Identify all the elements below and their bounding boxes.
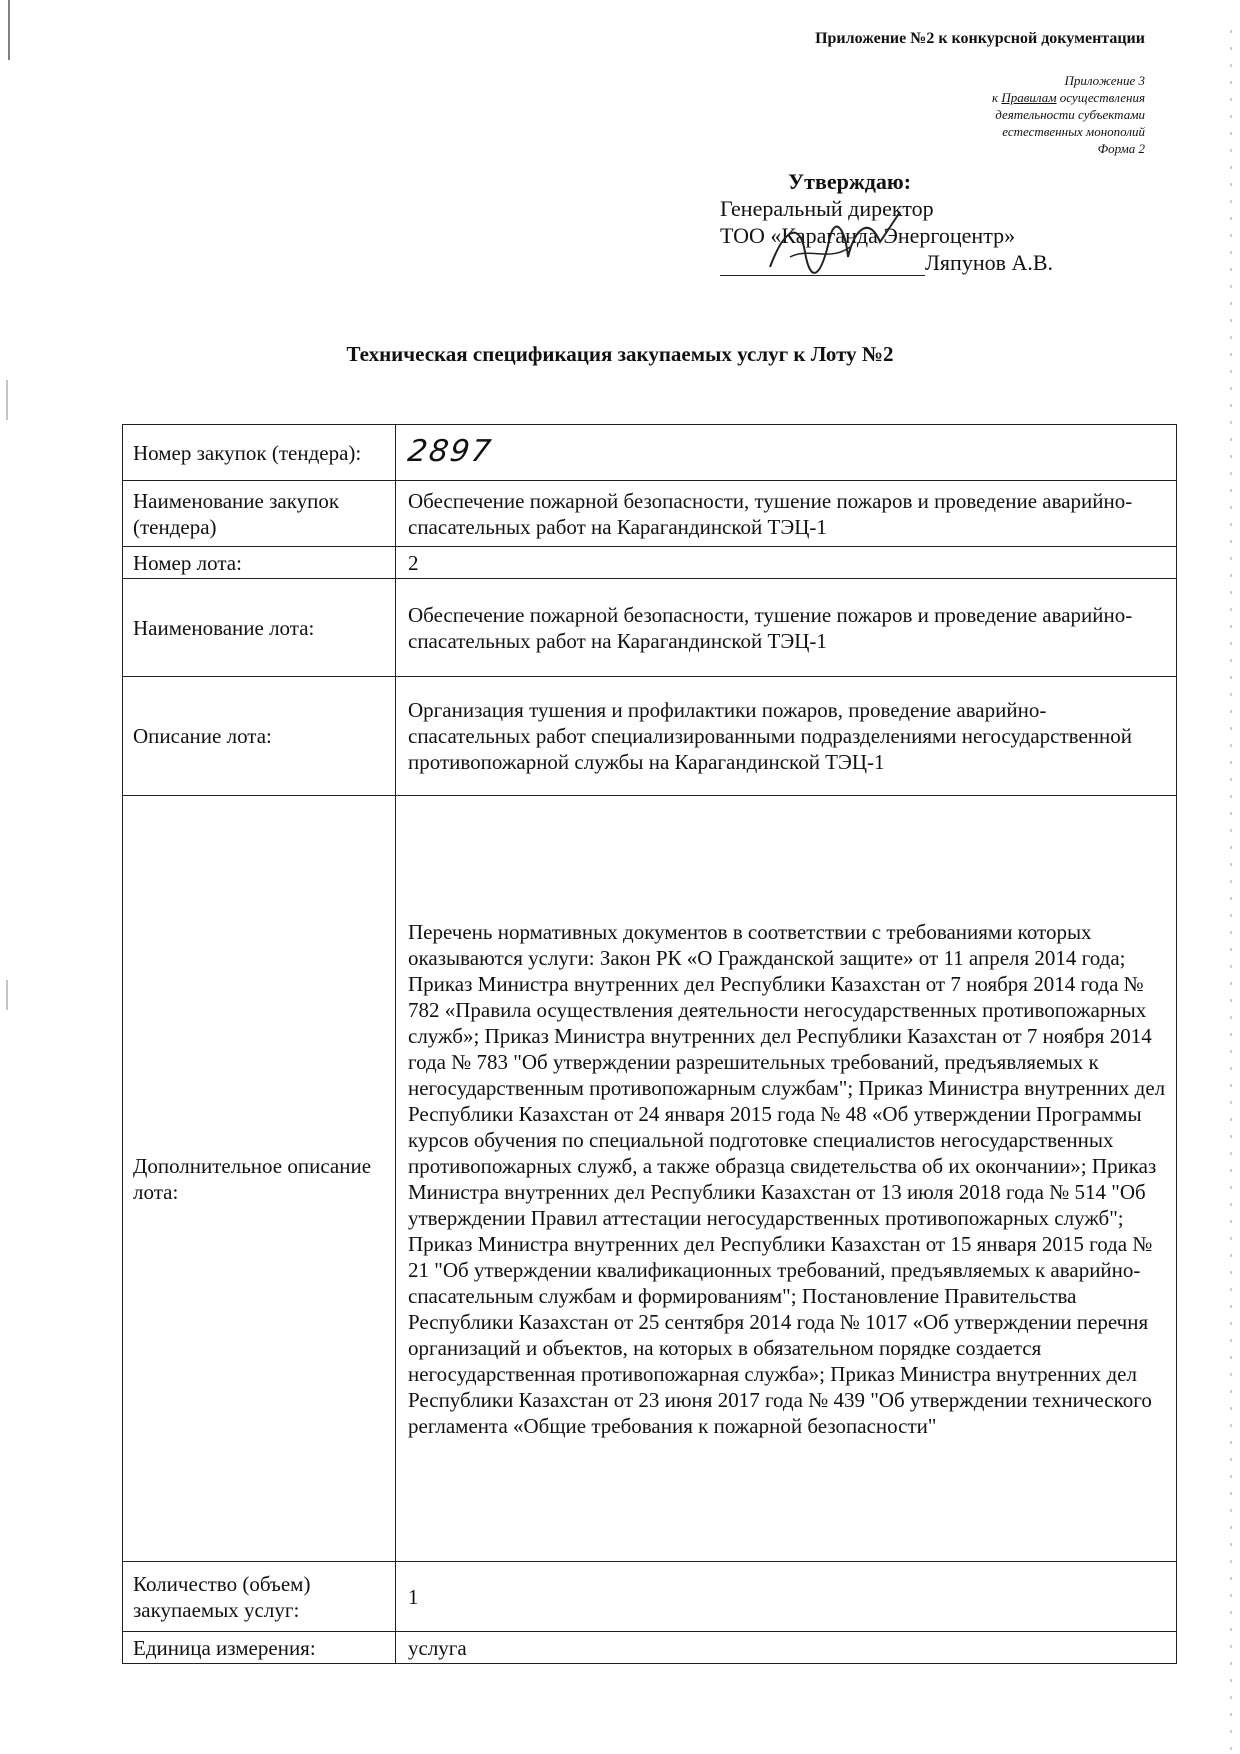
table-row	[123, 579, 1177, 677]
row-label: Номер закупок (тендера):	[123, 425, 396, 481]
row-value: Перечень нормативных документов в соответствии с требованиями которых оказываются услуги: Закон РК «О Гражданской защите» от 11 апреля 2014 года; Приказ Министра внутренних дел Республики Казахстан от 7 ноября 2014 года № 782 «Правила осуществления деятельности негосударственных противопожарных служб»; Приказ Министра внутренних дел Республики Казахстан от 7 ноября 2014 года № 783 "Об утверждении разрешительных требований, предъявляемых к негосударственным противопожарным службам"; Приказ Министра внутренних дел Республики Казахстан от 24 января 2015 года № 48 «Об утверждении Программы курсов обучения по специальной подготовке специалистов негосударственных противопожарных служб, а также образца свидетельства об их окончании»; Приказ Министра внутренних дел Республики Казахстан от 13 июля 2018 года № 514 "Об утверждении Правил аттестации негосударственных противопожарных служб"; Приказ Министра внутренних дел Республики Казахстан от 15 января 2015 года № 21 "Об утверждении квалификационных требований, предъявляемых к аварийно-спасательным службам и формированиям"; Постановление Правительства Республики Казахстан от 25 сентября 2014 года № 1017 «Об утверждении перечня организаций и объектов, на которых в обязательном порядке создается негосударственная противопожарная служба»; Приказ Министра внутренних дел Республики Казахстан от 23 июня 2017 года № 439 "Об утверждении технического регламента «Общие требования к пожарной безопасности"	[396, 796, 1177, 1562]
rules-reference-form: Форма 2	[1097, 141, 1145, 156]
row-label: Единица измерения:	[123, 1632, 396, 1664]
handwritten-signature	[760, 207, 910, 287]
rules-reference	[992, 72, 1145, 157]
approval-position: Генеральный директор	[720, 196, 934, 221]
attachment-title: Приложение №2 к конкурсной документации	[815, 30, 1145, 47]
right-margin-scan-marks	[1226, 0, 1236, 1754]
tender-number-handwritten: 2897	[405, 433, 495, 469]
approval-heading: Утверждаю:	[788, 169, 912, 194]
row-value: 1	[396, 1562, 1177, 1632]
rules-link[interactable]: Правилам	[1001, 90, 1057, 105]
left-margin-scan-marks	[4, 0, 14, 1754]
specification-table	[122, 424, 1177, 1664]
row-value: услуга	[396, 1632, 1177, 1664]
document-title: Техническая спецификация закупаемых услуг к Лоту №2	[346, 342, 894, 366]
row-label: Наименование лота:	[123, 579, 396, 677]
table-row	[123, 547, 1177, 579]
table-row	[123, 481, 1177, 547]
row-value	[396, 425, 1177, 481]
row-value: Организация тушения и профилактики пожаров, проведение аварийно-спасательных работ специализированными подразделениями негосударственной противопожарной службы на Карагандинской ТЭЦ-1	[396, 677, 1177, 796]
approval-company: ТОО «Караганда Энергоцентр»	[720, 223, 1016, 248]
table-row	[123, 1632, 1177, 1664]
row-value: 2	[396, 547, 1177, 579]
row-label: Номер лота:	[123, 547, 396, 579]
row-label: Описание лота:	[123, 677, 396, 796]
row-value: Обеспечение пожарной безопасности, тушение пожаров и проведение аварийно-спасательных работ на Карагандинской ТЭЦ-1	[396, 481, 1177, 547]
rules-reference-prefix: к	[992, 90, 1002, 105]
table-row	[123, 1562, 1177, 1632]
rules-reference-line-2	[992, 89, 1145, 106]
row-value: Обеспечение пожарной безопасности, тушение пожаров и проведение аварийно-спасательных работ на Карагандинской ТЭЦ-1	[396, 579, 1177, 677]
table-row	[123, 677, 1177, 796]
approval-name: Ляпунов А.В.	[925, 250, 1054, 275]
row-label: Наименование закупок (тендера)	[123, 481, 396, 547]
table-row	[123, 425, 1177, 481]
row-label: Дополнительное описание лота:	[123, 796, 396, 1562]
rules-reference-suffix: осуществления	[1056, 90, 1145, 105]
row-label: Количество (объем) закупаемых услуг:	[123, 1562, 396, 1632]
approval-block	[720, 168, 1053, 276]
rules-reference-line-1: Приложение 3	[1064, 73, 1145, 88]
rules-reference-line-3: деятельности субъектами	[995, 107, 1145, 122]
approval-signature-row	[720, 249, 1053, 276]
rules-reference-line-4: естественных монополий	[1002, 124, 1145, 139]
table-row	[123, 796, 1177, 1562]
signature-line	[720, 255, 925, 276]
